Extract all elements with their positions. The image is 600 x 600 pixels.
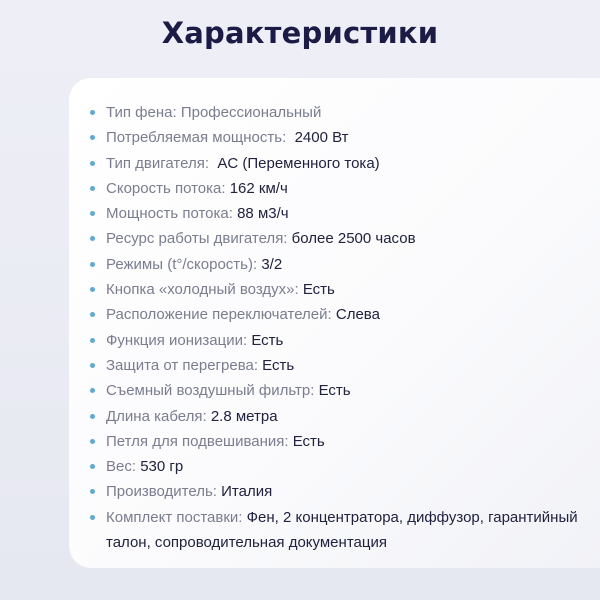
bullet-icon (90, 439, 95, 444)
bullet-icon (90, 489, 95, 494)
spec-value: Есть (318, 382, 351, 400)
spec-label: Функция ионизации: (106, 331, 248, 349)
spec-item-motor-type (88, 151, 593, 176)
bullet-icon (90, 312, 95, 317)
spec-value: Фен, 2 концентратора, диффузор, гарантийный талон, сопроводительная документация (106, 508, 578, 552)
spec-item-removable-filter (88, 378, 593, 403)
spec-value: Есть (262, 356, 295, 374)
bullet-icon (90, 338, 95, 343)
spec-item-switch-position (88, 302, 593, 327)
spec-item-hanging-loop (88, 429, 593, 454)
spec-label: Мощность потока: (106, 205, 233, 223)
specs-list (88, 100, 593, 555)
spec-item-motor-lifetime (88, 226, 593, 251)
spec-value: Италия (221, 483, 273, 501)
spec-value: 88 м3/ч (237, 205, 289, 223)
bullet-icon (90, 161, 95, 166)
spec-label: Ресурс работы двигателя: (106, 230, 288, 248)
bullet-icon (90, 211, 95, 216)
spec-label: Тип фена: (106, 104, 177, 121)
spec-label: Производитель: (106, 483, 217, 501)
bullet-icon (90, 186, 95, 191)
bullet-icon (90, 414, 95, 419)
spec-label: Скорость потока: (106, 179, 226, 197)
spec-item-flow-power (88, 201, 593, 226)
spec-item-dryer-type (88, 100, 593, 125)
spec-value: 2.8 метра (210, 407, 278, 425)
spec-item-flow-speed (88, 176, 593, 201)
spec-value: более 2500 часов (291, 230, 416, 248)
spec-value: Профессиональный (180, 104, 322, 121)
spec-label: Петля для подвешивания: (106, 432, 289, 450)
spec-label: Защита от перегрева: (106, 356, 258, 374)
spec-item-package-contents (88, 505, 593, 556)
page-title: Характеристики (161, 16, 439, 50)
spec-label: Длина кабеля: (106, 407, 207, 425)
bullet-icon (90, 236, 95, 241)
spec-value: Есть (251, 331, 284, 349)
spec-item-power-consumption (88, 125, 593, 150)
bullet-icon (90, 287, 95, 292)
spec-label: Режимы (t°/скорость): (106, 255, 258, 273)
spec-item-ionization (88, 328, 593, 353)
spec-item-overheat-protection (88, 353, 593, 378)
spec-value: 530 гр (140, 458, 184, 476)
spec-label: Кнопка «холодный воздух»: (106, 281, 299, 299)
spec-value: Слева (335, 306, 380, 324)
bullet-icon (90, 388, 95, 393)
spec-label: Потребляемая мощность: (106, 129, 287, 147)
specs-card (69, 78, 600, 568)
spec-value: Есть (302, 281, 335, 299)
bullet-icon (90, 363, 95, 368)
spec-value: 162 км/ч (229, 179, 288, 197)
bullet-icon (90, 135, 95, 140)
spec-label: Комплект поставки: (106, 508, 243, 526)
spec-item-cable-length (88, 404, 593, 429)
bullet-icon (90, 262, 95, 267)
bullet-icon (90, 110, 95, 115)
spec-item-manufacturer (88, 479, 593, 504)
bullet-icon (90, 464, 95, 469)
spec-value: AC (Переменного тока) (217, 154, 380, 172)
spec-value: 3/2 (261, 255, 283, 273)
spec-label: Вес: (106, 458, 137, 476)
spec-value: Есть (292, 432, 325, 450)
bullet-icon (90, 515, 95, 520)
spec-label: Расположение переключателей: (106, 306, 332, 324)
spec-item-weight (88, 454, 593, 479)
spec-label: Съемный воздушный фильтр: (106, 382, 315, 400)
spec-label: Тип двигателя: (106, 154, 210, 172)
spec-item-cold-air-button (88, 277, 593, 302)
spec-value: 2400 Вт (294, 129, 349, 147)
spec-item-modes (88, 252, 593, 277)
